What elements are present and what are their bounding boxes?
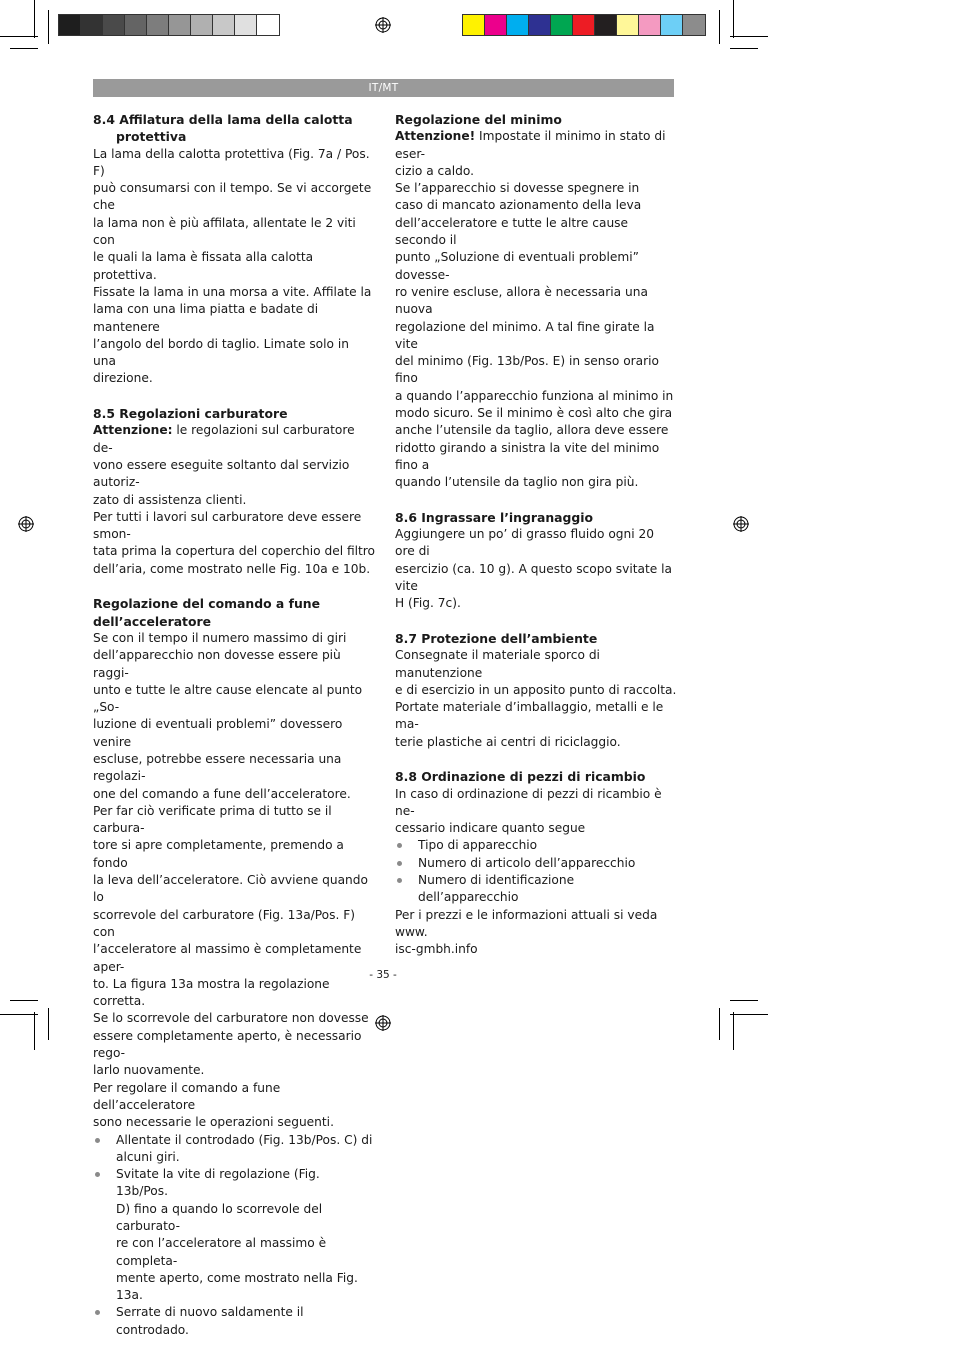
process-color-bar xyxy=(462,14,706,36)
text-line: dell’acceleratore e tutte le altre cause secondo il xyxy=(395,215,629,248)
color-swatch xyxy=(485,15,507,35)
bullet-list xyxy=(93,1132,375,1340)
text-line: Aggiungere un po’ di grasso fluido ogni 20 ore di xyxy=(395,527,655,559)
text-line: Portate materiale d’imballaggio, metalli e le ma- xyxy=(395,700,664,732)
text-line xyxy=(93,422,375,457)
text-line: l’acceleratore al massimo è completamente aper- xyxy=(93,942,362,974)
gray-swatch xyxy=(169,15,191,35)
page-number: - 35 - xyxy=(369,969,397,981)
color-swatch xyxy=(617,15,639,35)
text-line: dell’apparecchio non dovesse essere più raggi- xyxy=(93,648,341,680)
gray-swatch xyxy=(59,15,81,35)
gray-swatch xyxy=(147,15,169,35)
text-line: Consegnate il materiale sporco di manutenzione xyxy=(395,648,600,680)
registration-mark-icon xyxy=(18,516,34,532)
text-line: scorrevole del carburatore (Fig. 13a/Pos. F) con xyxy=(93,907,355,939)
text-line: Per i prezzi e le informazioni attuali si veda www. xyxy=(395,907,658,939)
right-column xyxy=(395,111,677,959)
text-line: sono necessarie le operazioni seguenti. xyxy=(93,1115,334,1130)
list-item: Serrate di nuovo saldamente il controdado. xyxy=(93,1304,375,1339)
text-line: anche l’utensile da taglio, allora deve essere xyxy=(395,423,669,438)
text-line: Per tutti i lavori sul carburatore deve essere smon- xyxy=(93,509,362,542)
text-line: la lama non è più affilata, allentate le 2 viti con xyxy=(93,215,356,248)
text-line: l’angolo del bordo di taglio. Limate solo in una xyxy=(93,336,349,369)
text-line: Se lo scorrevole del carburatore non dovesse xyxy=(93,1011,369,1026)
registration-mark-icon xyxy=(375,1015,391,1031)
color-swatch xyxy=(507,15,529,35)
text-line: le quali la lama è fissata alla calotta protettiva. xyxy=(93,250,314,282)
paragraph-8-4 xyxy=(93,146,375,388)
text-line: essere completamente aperto, è necessario rego- xyxy=(93,1028,362,1061)
text-line: ro venire escluse, allora è necessaria una nuova xyxy=(395,284,648,317)
text-line: e di esercizio in un apposito punto di raccolta. xyxy=(395,682,677,697)
text-line: quando l’utensile da taglio non gira più. xyxy=(395,475,639,490)
text-line: to. La figura 13a mostra la regolazione corretta. xyxy=(93,976,330,1009)
text-line: lama con una lima piatta e badate di mantenere xyxy=(93,302,319,334)
color-swatch xyxy=(683,15,705,35)
text-line: H (Fig. 7c). xyxy=(395,596,461,611)
left-column xyxy=(93,111,375,1339)
text-line: caso di mancato azionamento della leva xyxy=(395,198,642,213)
text-line: terie plastiche ai centri di riciclaggio. xyxy=(395,734,621,749)
text-line: Fissate la lama in una morsa a vite. Affilate la xyxy=(93,284,372,299)
gray-swatch xyxy=(125,15,147,35)
text-line: In caso di ordinazione di pezzi di ricambio è ne- xyxy=(395,786,662,818)
text-span: le regolazioni sul carburatore de- xyxy=(93,423,355,455)
list-item: Numero di articolo dell’apparecchio xyxy=(395,855,677,872)
text-line: può consumarsi con il tempo. Se vi accorgete che xyxy=(93,181,372,213)
registration-mark-icon xyxy=(733,516,749,532)
text-line: tata prima la copertura del coperchio del filtro xyxy=(93,544,376,559)
list-item: Tipo di apparecchio xyxy=(395,837,677,854)
text-line: esercizio (ca. 10 g). A questo scopo svitate la vite xyxy=(395,561,672,594)
text-line: isc-gmbh.info xyxy=(395,942,478,957)
language-header: IT/MT xyxy=(93,79,674,97)
text-line xyxy=(395,128,677,163)
gray-swatch xyxy=(257,15,279,35)
gray-swatch xyxy=(213,15,235,35)
text-line: unto e tutte le altre cause elencate al punto „So- xyxy=(93,682,363,715)
registration-mark-icon xyxy=(375,17,391,33)
color-swatch xyxy=(463,15,485,35)
text-line: cizio a caldo. xyxy=(395,163,474,178)
text-line: Se con il tempo il numero massimo di giri xyxy=(93,630,347,645)
title-line: Regolazione del comando a fune xyxy=(93,596,321,612)
section-title-8-4: 8.4 Affilatura della lama della calotta protettiva xyxy=(93,112,353,145)
text-line: Se l’apparecchio si dovesse spegnere in xyxy=(395,181,640,196)
section-title-8-7: 8.7 Protezione dell’ambiente xyxy=(395,630,598,646)
list-item: Allentate il controdado (Fig. 13b/Pos. C) di alcuni giri. xyxy=(93,1132,375,1167)
text-line: luzione di eventuali problemi” dovessero venire xyxy=(93,717,343,749)
text-line: modo sicuro. Se il minimo è così alto che gira xyxy=(395,406,673,421)
color-swatch xyxy=(595,15,617,35)
gray-swatch xyxy=(235,15,257,35)
text-line: larlo nuovamente. xyxy=(93,1063,205,1078)
text-line: punto „Soluzione di eventuali problemi” dovesse- xyxy=(395,250,639,282)
text-line: La lama della calotta protettiva (Fig. 7a / Pos. F) xyxy=(93,146,370,178)
attention-label: Attenzione! xyxy=(395,129,476,144)
section-title-8-5: 8.5 Regolazioni carburatore xyxy=(93,406,288,422)
color-swatch xyxy=(551,15,573,35)
text-line: tore si apre completamente, premendo a fondo xyxy=(93,838,344,870)
text-line: Per far ciò verificate prima di tutto se il carbura- xyxy=(93,803,332,836)
gray-swatch xyxy=(103,15,125,35)
section-title-throttle-cable xyxy=(93,595,375,630)
text-line: la leva dell’acceleratore. Ciò avviene quando lo xyxy=(93,873,368,905)
text-line: del minimo (Fig. 13b/Pos. E) in senso orario fino xyxy=(395,354,659,386)
section-title-idle: Regolazione del minimo xyxy=(395,112,562,127)
text-line: regolazione del minimo. A tal fine girate la vite xyxy=(395,319,655,351)
color-swatch xyxy=(639,15,661,35)
text-line: vono essere eseguite soltanto dal servizio autoriz- xyxy=(93,457,350,490)
text-line: zato di assistenza clienti. xyxy=(93,492,247,507)
bullet-list xyxy=(395,837,677,906)
attention-label: Attenzione: xyxy=(93,423,173,438)
color-swatch xyxy=(529,15,551,35)
color-swatch xyxy=(661,15,683,35)
section-title-8-8: 8.8 Ordinazione di pezzi di ricambio xyxy=(395,769,646,785)
text-line: direzione. xyxy=(93,371,153,386)
title-line: dell’acceleratore xyxy=(93,613,212,629)
grayscale-color-bar xyxy=(58,14,280,36)
gray-swatch xyxy=(81,15,103,35)
color-swatch xyxy=(573,15,595,35)
text-line: Per regolare il comando a fune dell’acceleratore xyxy=(93,1080,281,1112)
text-line: escluse, potrebbe essere necessaria una regolazi- xyxy=(93,751,342,784)
list-item: Svitate la vite di regolazione (Fig. 13b/Pos. D) fino a quando lo scorrevole del carburato- re con l’acceleratore al massimo è completa- mente aperto, come mostrato nella Fig. 13a. xyxy=(93,1166,375,1304)
text-line: ridotto girando a sinistra la vite del minimo fino a xyxy=(395,440,660,472)
text-line: a quando l’apparecchio funziona al minimo in xyxy=(395,388,674,403)
text-line: dell’aria, come mostrato nelle Fig. 10a e 10b. xyxy=(93,561,371,576)
text-span: Impostate il minimo in stato di eser- xyxy=(395,129,666,161)
gray-swatch xyxy=(191,15,213,35)
text-line: one del comando a fune dell’acceleratore. xyxy=(93,786,351,801)
list-item: Numero di identificazione dell’apparecchio xyxy=(395,872,677,907)
section-title-8-6: 8.6 Ingrassare l’ingranaggio xyxy=(395,509,594,525)
text-line: cessario indicare quanto segue xyxy=(395,821,586,836)
